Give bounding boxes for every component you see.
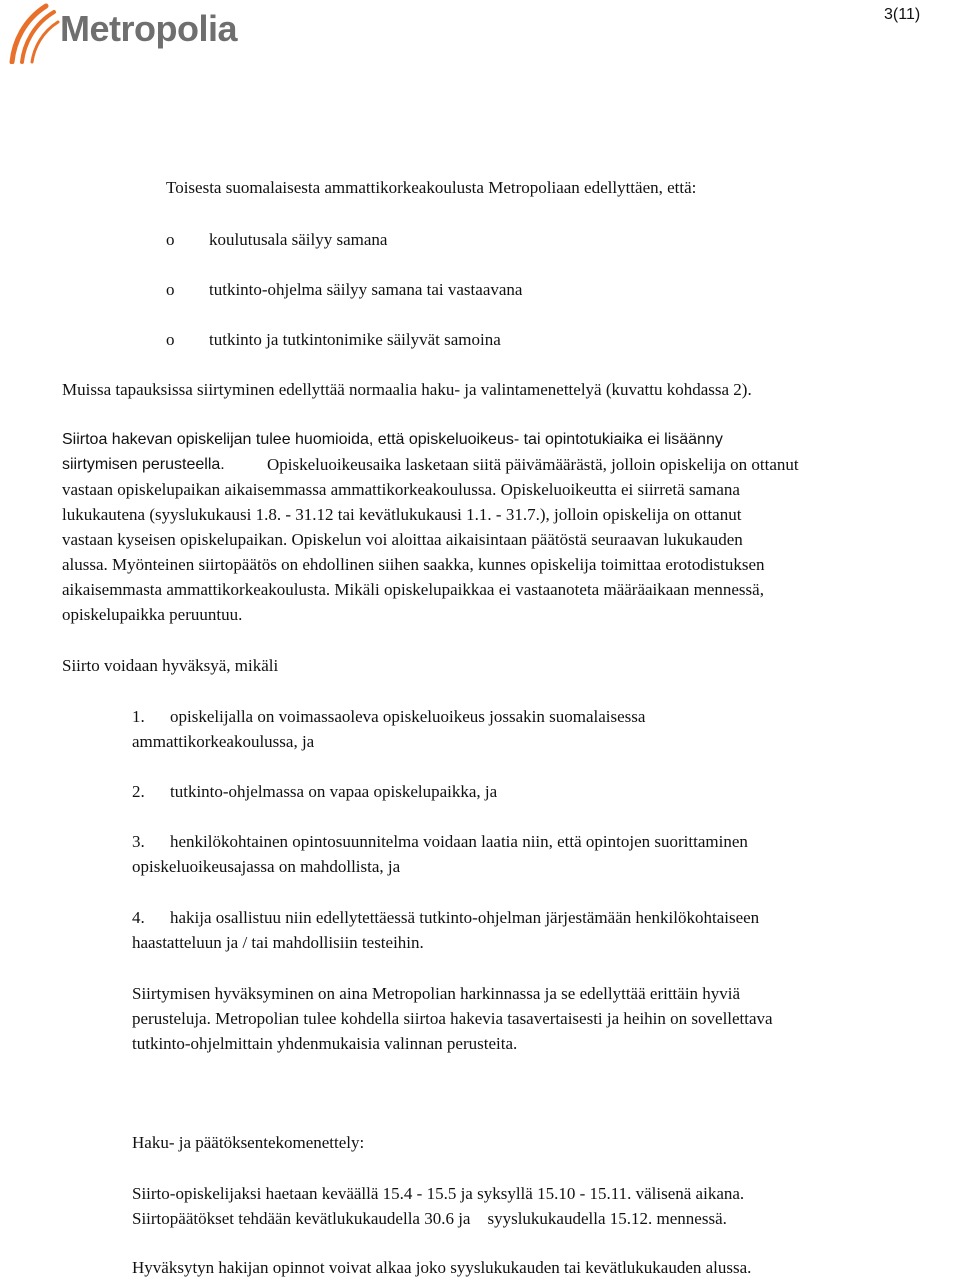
procedure-line: Siirto-opiskelijaksi haetaan keväällä 15.4 - 15.5 ja syksyllä 15.10 - 15.11. välisenä aikana. [132, 1184, 745, 1203]
item-line: opiskelijalla on voimassaoleva opiskeluoikeus jossakin suomalaisessa [170, 707, 646, 726]
logo-text: Metropolia [60, 8, 238, 49]
metropolia-logo-icon [6, 2, 60, 64]
procedure-heading: Haku- ja päätöksentekomenettely: [132, 1133, 365, 1152]
item-line: opiskeluoikeusajassa on mahdollista, ja [132, 857, 401, 876]
item-number: 3. [132, 832, 145, 851]
item-line: ammattikorkeakoulussa, ja [132, 732, 315, 751]
item-line: henkilökohtainen opintosuunnitelma voidaan laatia niin, että opintojen suorittaminen [170, 832, 748, 851]
body-line: vastaan opiskelupaikan aikaisemmassa ammattikorkeakoulussa. Opiskeluoikeutta ei siirretä samana [62, 480, 740, 499]
note-line: siirtymisen perusteella. [62, 456, 225, 473]
body-line: Opiskeluoikeusaika lasketaan siitä päivämäärästä, jolloin opiskelija on ottanut [267, 455, 799, 474]
acceptance-line: Siirtymisen hyväksyminen on aina Metropolian harkinnassa ja se edellyttää erittäin hyviä [132, 984, 741, 1003]
item-number: 4. [132, 908, 145, 927]
final-line: Hyväksytyn hakijan opinnot voivat alkaa joko syyslukukauden tai kevätlukukauden alussa. [132, 1258, 752, 1277]
page-number: 3(11) [884, 6, 921, 23]
other-cases-paragraph: Muissa tapauksissa siirtyminen edellyttää normaalia haku- ja valintamenettelyä (kuvattu kohdassa 2). [62, 380, 752, 399]
body-line: lukukautena (syyslukukausi 1.8. - 31.12 tai kevätlukukausi 1.1. - 31.7.), jolloin opiskelija on ottanut [62, 505, 742, 524]
item-line: tutkinto-ohjelmassa on vapaa opiskelupaikka, ja [170, 782, 498, 801]
body-line: vastaan kyseisen opiskelupaikan. Opiskelun voi aloittaa aikaisintaan päätöstä seuraavan lukukauden [62, 530, 743, 549]
list-item: koulutusala säilyy samana [209, 230, 388, 249]
list-bullet: o [166, 280, 175, 299]
body-line: opiskelupaikka peruuntuu. [62, 605, 243, 624]
item-line: hakija osallistuu niin edellytettäessä tutkinto-ohjelman järjestämään henkilökohtaiseen [170, 908, 760, 927]
list-bullet: o [166, 330, 175, 349]
approval-heading: Siirto voidaan hyväksyä, mikäli [62, 656, 279, 675]
intro-paragraph: Toisesta suomalaisesta ammattikorkeakoulusta Metropoliaan edellyttäen, että: [166, 178, 697, 197]
list-bullet: o [166, 230, 175, 249]
acceptance-line: perusteluja. Metropolian tulee kohdella siirtoa hakevia tasavertaisesti ja heihin on sovellettava [132, 1009, 773, 1028]
item-number: 1. [132, 707, 145, 726]
list-item: tutkinto-ohjelma säilyy samana tai vastaavana [209, 280, 523, 299]
procedure-line: Siirtopäätökset tehdään kevätlukukaudella 30.6 ja syyslukukaudella 15.12. mennessä. [132, 1209, 727, 1228]
note-line: Siirtoa hakevan opiskelijan tulee huomioida, että opiskeluoikeus- tai opintotukiaika ei lisäänny [62, 431, 723, 448]
acceptance-line: tutkinto-ohjelmittain yhdenmukaisia valinnan perusteita. [132, 1034, 518, 1053]
list-item: tutkinto ja tutkintonimike säilyvät samoina [209, 330, 501, 349]
item-number: 2. [132, 782, 145, 801]
body-line: aikaisemmasta ammattikorkeakoulusta. Mikäli opiskelupaikkaa ei vastaanoteta määräaikaan mennessä, [62, 580, 764, 599]
item-line: haastatteluun ja / tai mahdollisiin testeihin. [132, 933, 424, 952]
body-line: alussa. Myönteinen siirtopäätös on ehdollinen siihen saakka, kunnes opiskelija toimittaa erotodistuksen [62, 555, 765, 574]
